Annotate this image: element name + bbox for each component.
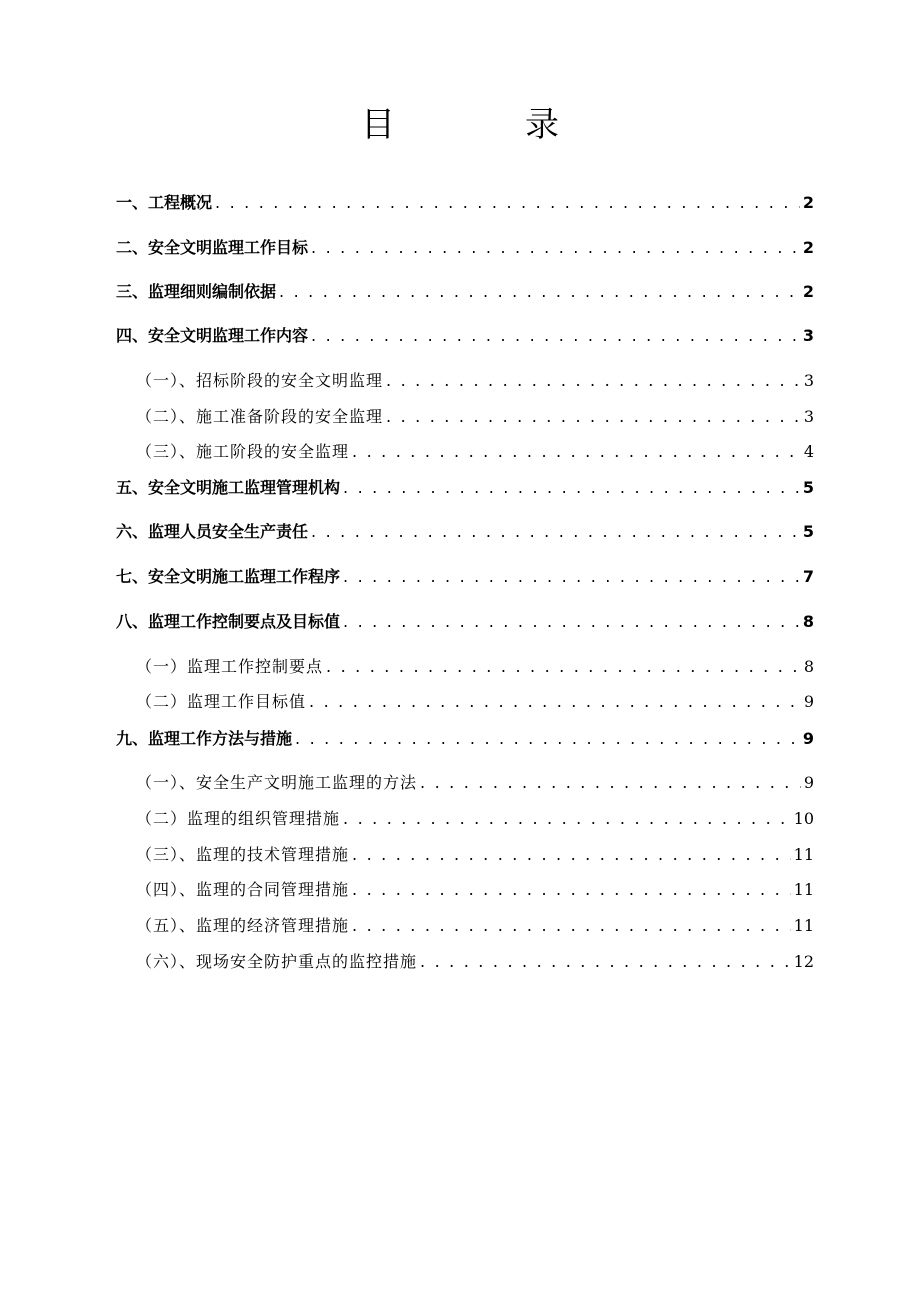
toc-entry[interactable] [116,476,814,500]
toc-entry[interactable] [116,771,814,795]
toc-entry[interactable] [116,236,814,260]
toc-entry[interactable] [116,610,814,634]
toc-dot-leader [279,280,800,304]
toc-entry-label: 三、监理细则编制依据 [116,282,277,301]
toc-dot-leader [309,690,801,714]
toc-dot-leader [343,807,791,831]
toc-entry-page-number: 11 [793,916,814,935]
toc-entry[interactable] [116,655,814,679]
toc-entry-label: （二）监理工作目标值 [136,692,307,711]
toc-entry-label: 五、安全文明施工监理管理机构 [116,478,341,497]
toc-entry-page-number: 3 [803,407,814,426]
toc-dot-leader [352,878,791,902]
toc-entry[interactable] [116,807,814,831]
toc-entry-label: （一）、安全生产文明施工监理的方法 [136,773,418,792]
toc-entry[interactable] [116,878,814,902]
toc-entry-page-number: 12 [793,952,814,971]
toc-dot-leader [352,843,791,867]
toc-dot-leader [352,914,791,938]
toc-entry-page-number: 9 [803,692,814,711]
toc-entry-page-number: 8 [802,612,814,631]
toc-entry[interactable] [116,520,814,544]
toc-list [116,0,814,1302]
toc-entry-page-number: 8 [803,657,814,676]
toc-entry-label: （二）、施工准备阶段的安全监理 [136,407,384,426]
toc-entry-label: 六、监理人员安全生产责任 [116,522,309,541]
toc-entry-label: 七、安全文明施工监理工作程序 [116,567,341,586]
toc-entry[interactable] [116,191,814,215]
toc-entry-page-number: 10 [793,809,814,828]
toc-entry-label: （五）、监理的经济管理措施 [136,916,350,935]
toc-dot-leader [386,405,801,429]
toc-entry-page-number: 4 [803,442,814,461]
toc-entry-label: （二）监理的组织管理措施 [136,809,341,828]
toc-entry-label: （三）、施工阶段的安全监理 [136,442,350,461]
toc-dot-leader [311,324,800,348]
toc-entry[interactable] [116,369,814,393]
toc-dot-leader [311,236,800,260]
toc-entry-label: 二、安全文明监理工作目标 [116,238,309,257]
toc-entry-page-number: 9 [802,729,814,748]
toc-entry-label: （一）监理工作控制要点 [136,657,324,676]
toc-entry[interactable] [116,950,814,974]
toc-entry-page-number: 5 [802,478,814,497]
toc-entry-label: 八、监理工作控制要点及目标值 [116,612,341,631]
toc-entry[interactable] [116,565,814,589]
toc-dot-leader [326,655,801,679]
toc-dot-leader [420,771,801,795]
toc-dot-leader [343,610,800,634]
toc-entry[interactable] [116,690,814,714]
toc-entry[interactable] [116,405,814,429]
toc-dot-leader [215,191,800,215]
toc-dot-leader [343,565,800,589]
toc-dot-leader [420,950,791,974]
toc-entry-page-number: 3 [803,371,814,390]
toc-entry-page-number: 7 [802,567,814,586]
toc-entry-label: （一）、招标阶段的安全文明监理 [136,371,384,390]
toc-entry-page-number: 5 [802,522,814,541]
toc-entry-page-number: 2 [802,282,814,301]
toc-dot-leader [386,369,801,393]
toc-entry-label: 四、安全文明监理工作内容 [116,326,309,345]
toc-entry-label: （四）、监理的合同管理措施 [136,880,350,899]
toc-entry-page-number: 9 [803,773,814,792]
toc-dot-leader [343,476,800,500]
toc-entry-label: （三）、监理的技术管理措施 [136,845,350,864]
toc-entry[interactable] [116,280,814,304]
toc-entry-page-number: 3 [802,326,814,345]
toc-entry-page-number: 2 [802,193,814,212]
toc-dot-leader [352,440,801,464]
toc-entry[interactable] [116,324,814,348]
toc-entry-label: 九、监理工作方法与措施 [116,729,293,748]
toc-entry[interactable] [116,843,814,867]
toc-entry-page-number: 11 [793,880,814,899]
toc-entry-page-number: 11 [793,845,814,864]
toc-entry[interactable] [116,914,814,938]
toc-entry[interactable] [116,727,814,751]
toc-dot-leader [311,520,800,544]
toc-entry-page-number: 2 [802,238,814,257]
toc-entry[interactable] [116,440,814,464]
toc-entry-label: 一、工程概况 [116,193,213,212]
toc-title: 目 录 [361,105,607,145]
toc-dot-leader [295,727,800,751]
toc-entry-label: （六）、现场安全防护重点的监控措施 [136,952,418,971]
